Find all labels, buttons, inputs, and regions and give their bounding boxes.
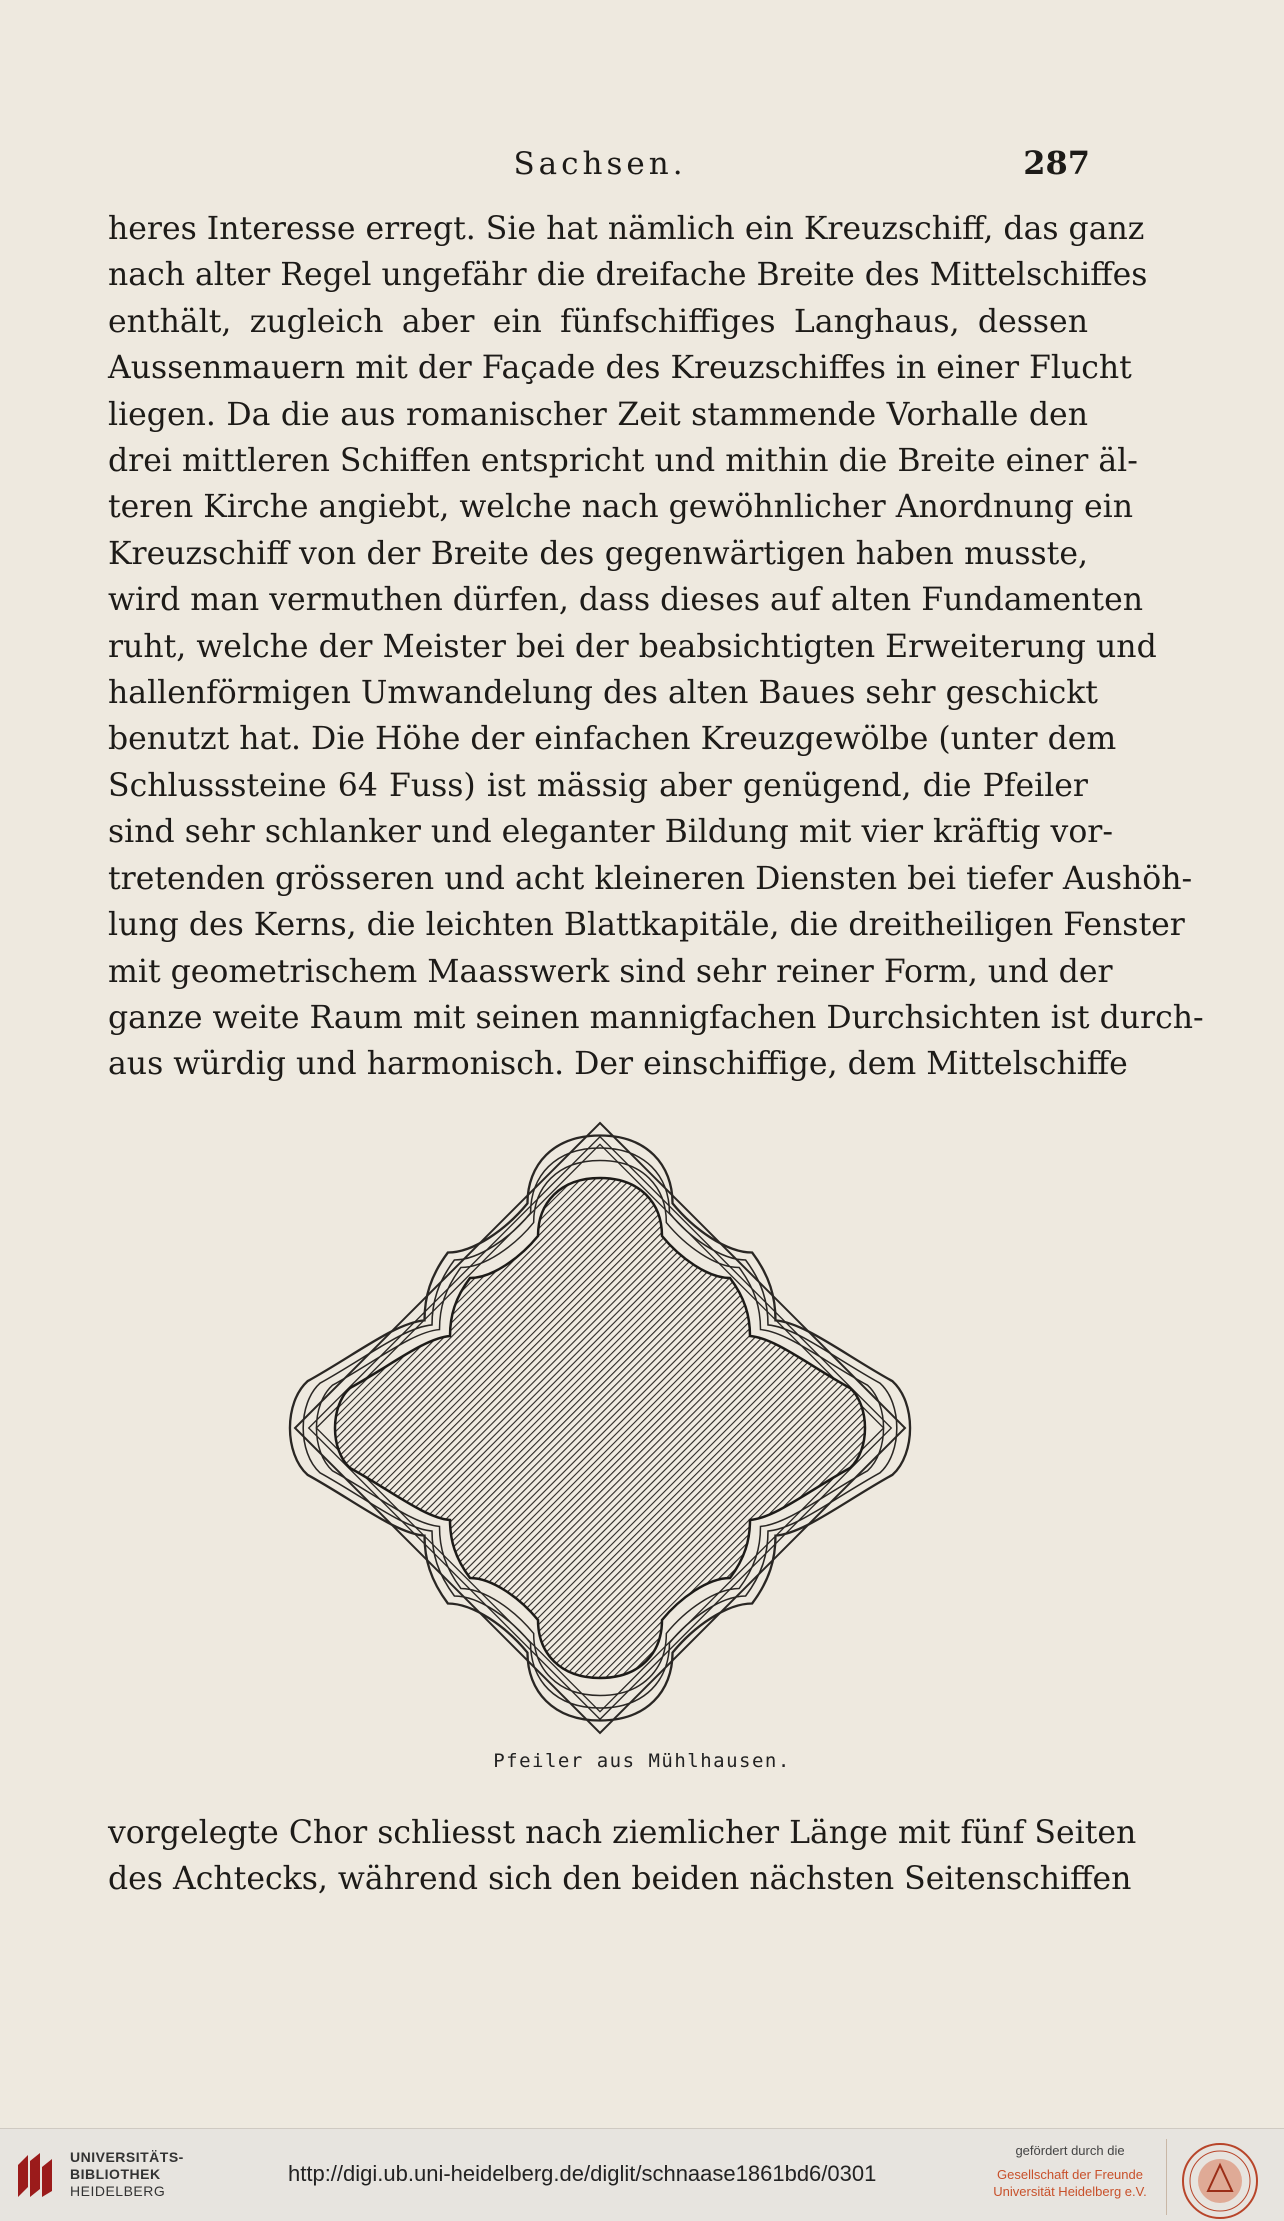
sponsor-org-line-1: Gesellschaft der Freunde [997, 2167, 1143, 2182]
paragraph-1-line: Schlusssteine 64 Fuss) ist mässig aber genügend, die Pfeiler [108, 767, 1088, 804]
paragraph-1-line: wird man vermuthen dürfen, dass dieses auf alten Fundamenten [108, 582, 1143, 619]
paragraph-1-line: drei mittleren Schiffen entspricht und mithin die Breite einer äl- [108, 443, 1138, 480]
library-name-line-2: BIBLIOTHEK [70, 2166, 161, 2182]
paragraph-1-line: lung des Kerns, die leichten Blattkapitäle, die dreitheiligen Fenster [108, 907, 1185, 944]
paragraph-1-line: heres Interesse erregt. Sie hat nämlich ein Kreuzschiff, das ganz [108, 211, 1145, 247]
paragraph-2-line: des Achtecks, während sich den beiden nächsten Seitenschiffen [108, 1861, 1132, 1898]
sponsor-block [990, 2143, 1150, 2200]
library-name [70, 2149, 184, 2200]
page-number: 287 [1023, 144, 1090, 182]
body-paragraph-1 [108, 206, 1204, 1088]
paragraph-1-line: Kreuzschiff von der Breite des gegenwärtigen haben musste, [108, 535, 1088, 572]
permalink-url[interactable]: http://digi.ub.uni-heidelberg.de/diglit/schnaase1861bd6/0301 [288, 2161, 877, 2186]
digitization-footer [0, 2128, 1284, 2221]
paragraph-1-line: nach alter Regel ungefähr die dreifache Breite des Mittelschiffes [108, 257, 1148, 294]
library-name-line-3: HEIDELBERG [70, 2183, 166, 2199]
library-name-line-1: UNIVERSITÄTS- [70, 2149, 184, 2165]
figure-caption: Pfeiler aus Mühlhausen. [493, 1750, 791, 1772]
sponsor-org [990, 2166, 1150, 2200]
pillar-section-figure [280, 1108, 920, 1748]
paragraph-1-line: teren Kirche angiebt, welche nach gewöhnlicher Anordnung ein [108, 489, 1133, 526]
body-paragraph-2 [108, 1810, 1137, 1903]
paragraph-1-line: mit geometrischem Maasswerk sind sehr reiner Form, und der [108, 953, 1113, 990]
paragraph-1-line: sind sehr schlanker und eleganter Bildung mit vier kräftig vor- [108, 814, 1113, 851]
paragraph-2-line: vorgelegte Chor schliesst nach ziemlicher Länge mit fünf Seiten [108, 1815, 1137, 1851]
paragraph-1-line: enthält, zugleich aber ein fünfschiffiges Langhaus, dessen [108, 303, 1088, 340]
university-seal-icon [1180, 2141, 1260, 2221]
paragraph-1-line: ganze weite Raum mit seinen mannigfachen Durchsichten ist durch- [108, 999, 1204, 1036]
paragraph-1-line: aus würdig und harmonisch. Der einschiffige, dem Mittelschiffe [108, 1046, 1128, 1083]
library-logo-icon [14, 2151, 60, 2201]
sponsor-org-line-2: Universität Heidelberg e.V. [993, 2184, 1147, 2199]
paragraph-1-line: liegen. Da die aus romanischer Zeit stammende Vorhalle den [108, 396, 1088, 433]
paragraph-1-line: benutzt hat. Die Höhe der einfachen Kreuzgewölbe (unter dem [108, 721, 1117, 758]
running-head: Sachsen. [513, 146, 687, 182]
paragraph-1-line: ruht, welche der Meister bei der beabsichtigten Erweiterung und [108, 628, 1157, 665]
pillar-cross-section-drawing [280, 1108, 920, 1748]
page-header [110, 140, 1090, 190]
paragraph-1-line: tretenden grösseren und acht kleineren Diensten bei tiefer Aushöh- [108, 860, 1193, 897]
paragraph-1-line: Aussenmauern mit der Façade des Kreuzschiffes in einer Flucht [108, 350, 1132, 387]
pier-core-hatched [335, 1178, 865, 1678]
sponsor-label: gefördert durch die [1015, 2143, 1125, 2158]
paragraph-1-line: hallenförmigen Umwandelung des alten Baues sehr geschickt [108, 675, 1098, 712]
footer-divider [1166, 2139, 1167, 2215]
